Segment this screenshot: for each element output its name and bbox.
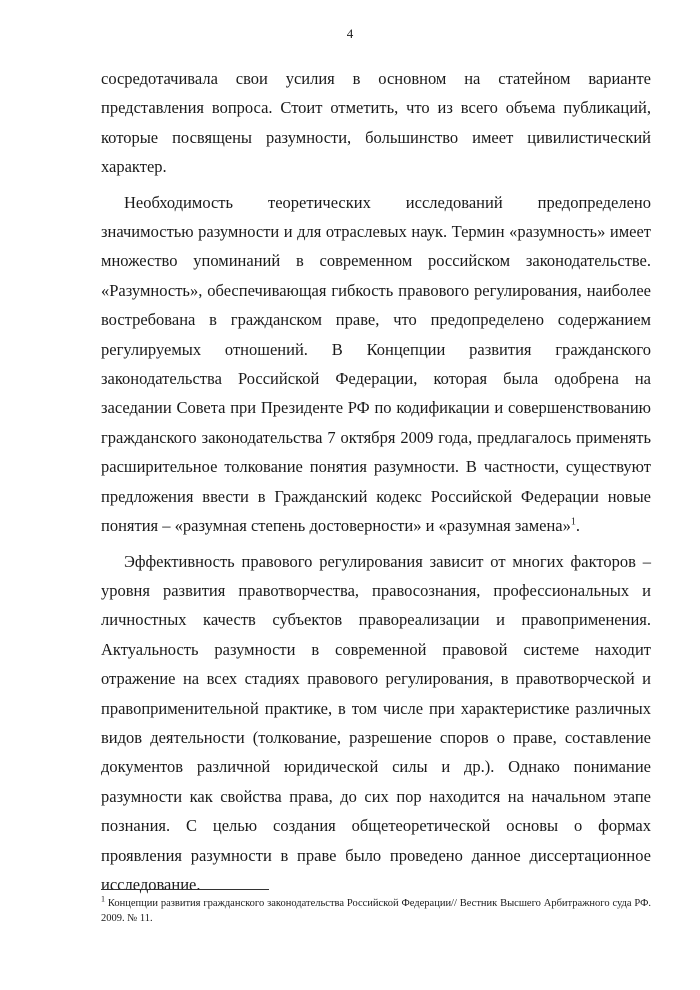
paragraph-2-text: Необходимость теоретических исследований предопределено значимостью разумности и для отраслевых наук. Термин «разумность» имеет множество упоминаний в современном российском законодательстве. «Разумность», обеспечивающая гибкость правового регулирования, наиболее востребована в гражданском праве, что предопределено содержанием регулируемых отношений. В Концепции развития гражданского законодательства Российской Федерации, которая была одобрена на заседании Совета при Президенте РФ по кодификации и совершенствованию гражданского законодательства 7 октября 2009 года, предлагалось применять расширительное толкование понятия разумности. В частности, существуют предложения ввести в Гражданский кодекс Российской Федерации новые понятия – «разумная степень достоверности» и «разумная замена» — [101, 192, 651, 536]
footnote-marker: 1 — [101, 894, 105, 904]
footnote-divider — [101, 889, 269, 890]
paragraph-2-end: . — [575, 516, 581, 536]
paragraph-1: сосредотачивала свои усилия в основном на статейном варианте представления вопроса. Стоит отметить, что из всего объема публикаций, которые посвящены разумности, большинство имеет цивилистический характер. — [101, 69, 651, 177]
footnote-text: Концепции развития гражданского законодательства Российской Федерации// Вестник Высшего Арбитражного суда РФ. 2009. № 11. — [101, 898, 651, 924]
body-text — [101, 64, 651, 905]
page-number: 4 — [346, 26, 354, 41]
footnote-reference[interactable]: 1 — [570, 516, 576, 528]
paragraph-2 — [101, 188, 651, 541]
footnote — [101, 896, 651, 926]
paragraph-3: Эффективность правового регулирования зависит от многих факторов – уровня развития правотворчества, правосознания, профессиональных и личностных качеств субъектов правореализации и правоприменения. Актуальность разумности в современной правовой системе находит отражение на всех стадиях правового регулирования, в правотворческой и правоприменительной практике, в том числе при характеристике различных видов деятельности (толкование, разрешение споров о праве, составление документов различной юридической силы и др.). Однако понимание разумности как свойства права, до сих пор находится на начальном этапе познания. С целью создания общетеоретической основы о формах проявления разумности в праве было проведено данное диссертационное исследование. — [101, 551, 651, 894]
